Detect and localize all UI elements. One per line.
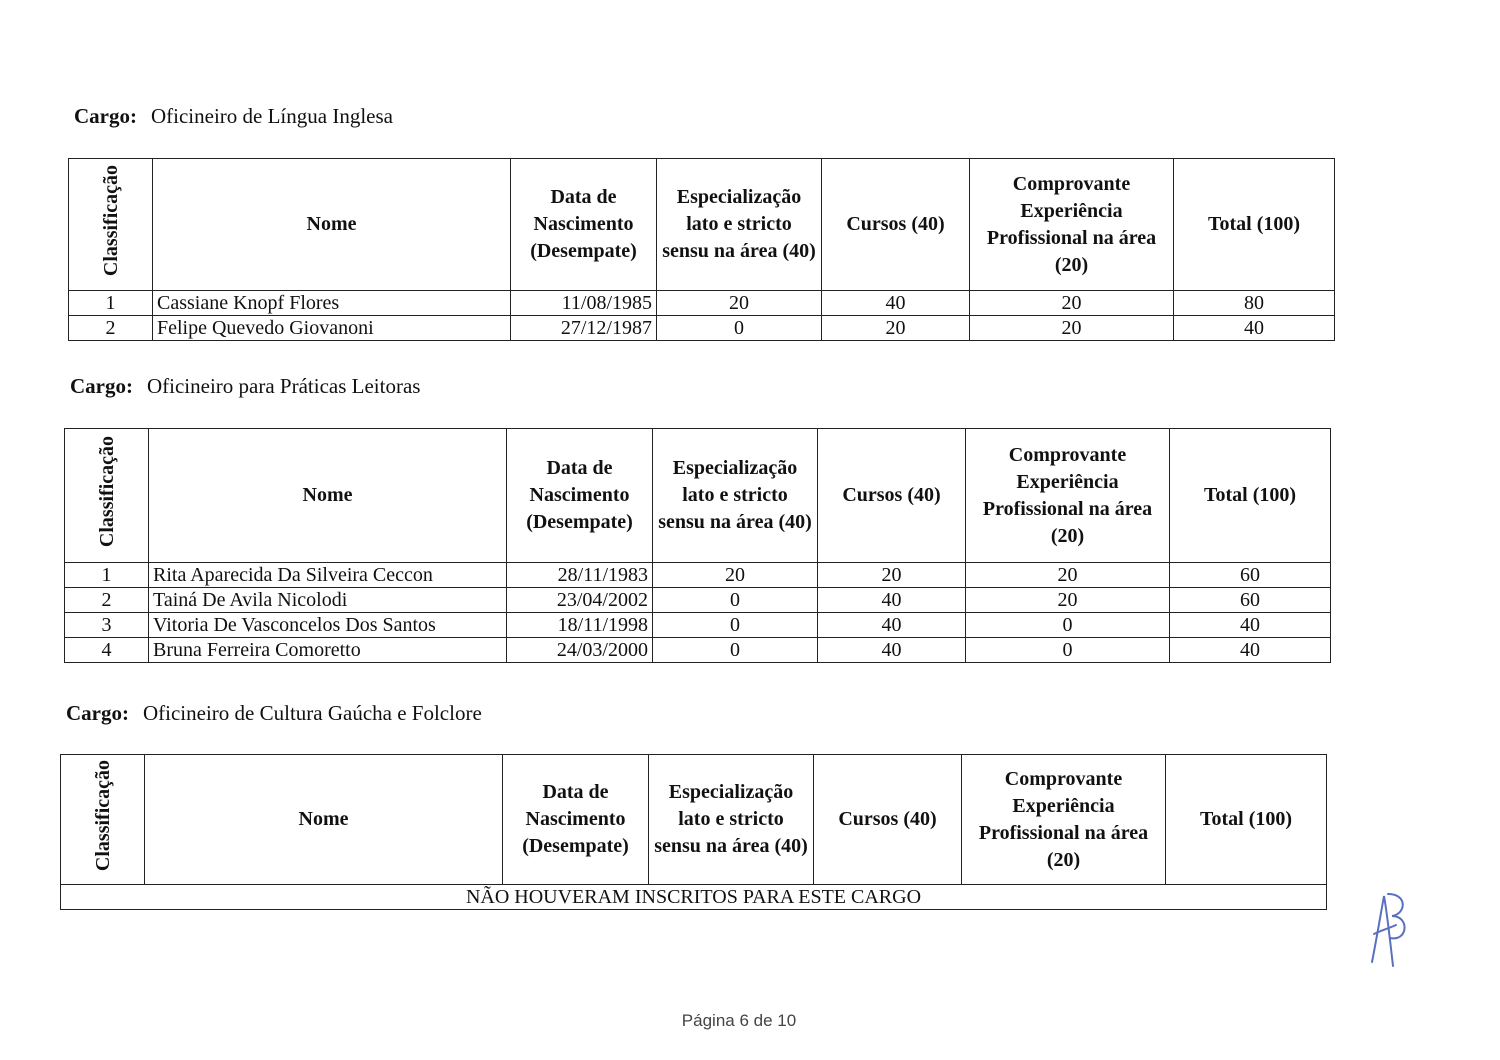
handwritten-initials [1362, 888, 1412, 974]
cargo-label: Cargo: [70, 374, 133, 398]
cell-experiencia: 20 [970, 291, 1174, 316]
cell-cursos: 20 [818, 563, 966, 588]
header-total: Total (100) [1170, 429, 1331, 563]
cargo-name: Oficineiro de Língua Inglesa [150, 104, 393, 128]
cell-data-nascimento: 28/11/1983 [507, 563, 653, 588]
cell-cursos: 40 [818, 638, 966, 663]
header-especializacao: Especialização lato e stricto sensu na área (40) [653, 429, 818, 563]
cell-total: 40 [1170, 638, 1331, 663]
table-row [65, 638, 1331, 663]
cell-experiencia: 20 [966, 563, 1170, 588]
cell-total: 80 [1174, 291, 1335, 316]
cell-cursos: 40 [822, 291, 970, 316]
header-nome: Nome [149, 429, 507, 563]
cell-experiencia: 0 [966, 638, 1170, 663]
cell-nome: Cassiane Knopf Flores [153, 291, 511, 316]
cell-especializacao: 20 [653, 563, 818, 588]
cell-especializacao: 0 [657, 316, 822, 341]
cargo-name: Oficineiro de Cultura Gaúcha e Folclore [142, 701, 482, 725]
cell-especializacao: 0 [653, 638, 818, 663]
cell-classificacao: 1 [69, 291, 153, 316]
header-data-nascimento: Data de Nascimento (Desempate) [511, 159, 657, 291]
table-row [65, 613, 1331, 638]
cell-especializacao: 20 [657, 291, 822, 316]
cargo-heading [70, 374, 420, 399]
cell-nome: Bruna Ferreira Comoretto [149, 638, 507, 663]
table-row [65, 588, 1331, 613]
cargo-heading [66, 701, 482, 726]
cell-cursos: 20 [822, 316, 970, 341]
cell-cursos: 40 [818, 588, 966, 613]
cell-total: 60 [1170, 563, 1331, 588]
cell-total: 40 [1170, 613, 1331, 638]
cell-nome: Rita Aparecida Da Silveira Ceccon [149, 563, 507, 588]
header-nome: Nome [145, 755, 503, 885]
header-classificacao: Classificação [65, 429, 149, 563]
header-total: Total (100) [1174, 159, 1335, 291]
cell-especializacao: 0 [653, 588, 818, 613]
header-cursos: Cursos (40) [814, 755, 962, 885]
cargo-label: Cargo: [74, 104, 137, 128]
results-table-praticas-leitoras [64, 428, 1331, 663]
header-experiencia: Comprovante Experiência Profissional na área (20) [966, 429, 1170, 563]
results-table-cultura-gaucha [60, 754, 1327, 910]
header-data-nascimento: Data de Nascimento (Desempate) [503, 755, 649, 885]
page-number: Página 6 de 10 [681, 1011, 797, 1030]
cell-experiencia: 20 [966, 588, 1170, 613]
cell-data-nascimento: 24/03/2000 [507, 638, 653, 663]
header-especializacao: Especialização lato e stricto sensu na área (40) [657, 159, 822, 291]
cell-classificacao: 3 [65, 613, 149, 638]
cell-especializacao: 0 [653, 613, 818, 638]
cargo-name: Oficineiro para Práticas Leitoras [146, 374, 421, 398]
table-row [65, 563, 1331, 588]
header-nome: Nome [153, 159, 511, 291]
cell-nome: Felipe Quevedo Giovanoni [153, 316, 511, 341]
cell-classificacao: 4 [65, 638, 149, 663]
header-classificacao: Classificação [69, 159, 153, 291]
cell-data-nascimento: 23/04/2002 [507, 588, 653, 613]
no-candidates-message: NÃO HOUVERAM INSCRITOS PARA ESTE CARGO [61, 885, 1327, 910]
table-row [69, 291, 1335, 316]
cell-total: 60 [1170, 588, 1331, 613]
cargo-label: Cargo: [66, 701, 129, 725]
cell-nome: Tainá De Avila Nicolodi [149, 588, 507, 613]
cell-data-nascimento: 11/08/1985 [511, 291, 657, 316]
header-data-nascimento: Data de Nascimento (Desempate) [507, 429, 653, 563]
header-total: Total (100) [1166, 755, 1327, 885]
table-row [69, 316, 1335, 341]
table-header [69, 159, 1335, 291]
cell-experiencia: 0 [966, 613, 1170, 638]
header-experiencia: Comprovante Experiência Profissional na área (20) [962, 755, 1166, 885]
table-header [65, 429, 1331, 563]
header-experiencia: Comprovante Experiência Profissional na área (20) [970, 159, 1174, 291]
cell-cursos: 40 [818, 613, 966, 638]
cell-data-nascimento: 18/11/1998 [507, 613, 653, 638]
cell-classificacao: 2 [65, 588, 149, 613]
cell-nome: Vitoria De Vasconcelos Dos Santos [149, 613, 507, 638]
header-cursos: Cursos (40) [822, 159, 970, 291]
header-cursos: Cursos (40) [818, 429, 966, 563]
cell-classificacao: 1 [65, 563, 149, 588]
results-table-lingua-inglesa [68, 158, 1335, 341]
header-especializacao: Especialização lato e stricto sensu na área (40) [649, 755, 814, 885]
cell-experiencia: 20 [970, 316, 1174, 341]
table-row [61, 885, 1327, 910]
cell-data-nascimento: 27/12/1987 [511, 316, 657, 341]
cargo-heading [74, 104, 393, 129]
cell-classificacao: 2 [69, 316, 153, 341]
table-header [61, 755, 1327, 885]
header-classificacao: Classificação [61, 755, 145, 885]
cell-total: 40 [1174, 316, 1335, 341]
